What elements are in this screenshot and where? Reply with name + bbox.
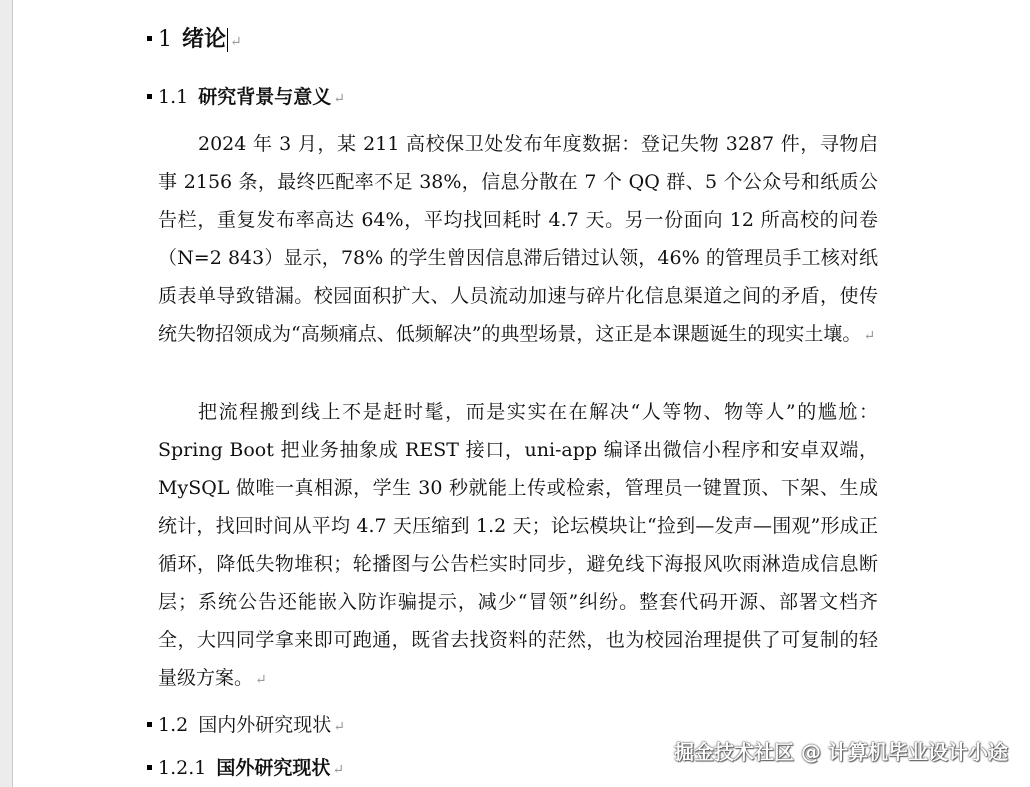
heading-2-background[interactable] [147, 82, 345, 109]
heading-3-foreign-status[interactable] [147, 753, 344, 780]
paragraph-mark-icon: ↵ [333, 91, 345, 107]
paragraph-text: 2024 年 3 月，某 211 高校保卫处发布年度数据：登记失物 3287 件，寻物启事 2156 条，最终匹配率不足 38%，信息分散在 7 个 QQ 群、5 个公众号和纸质公告栏，重复发布率高达 64%，平均找回耗时 4.7 天。另一份面向 12 所高校的问卷（N=2 843）显示，78% 的学生曾因信息滞后错过认领，46% 的管理员手工核对纸质表单导致错漏。校园面积扩大、人员流动加速与碎片化信息渠道之间的矛盾，使传统失物招领成为“高频痛点、低频解决”的典型场景，这正是本课题诞生的现实土壤。 [158, 133, 878, 345]
heading-text: 研究背景与意义 [198, 86, 332, 108]
paragraph-mark-icon: ↵ [863, 328, 876, 344]
page-margin [0, 0, 13, 787]
paragraph-text: 把流程搬到线上不是赶时髦，而是实实在在解决“人等物、物等人”的尴尬：Spring Boot 把业务抽象成 REST 接口，uni-app 编译出微信小程序和安卓双端，MySQL 做唯一真相源，学生 30 秒就能上传或检索，管理员一键置顶、下架、生成统计，找回时间从平均 4.7 天压缩到 1.2 天；论坛模块让“捡到—发声—围观”形成正循环，降低失物堆积；轮播图与公告栏实时同步，避免线下海报风吹雨淋造成信息断层；系统公告还能嵌入防诈骗提示，减少“冒领”纠纷。整套代码开源、部署文档齐全，大四同学拿来即可跑通，既省去找资料的茫然，也为校园治理提供了可复制的轻量级方案。 [158, 401, 878, 689]
list-bullet [147, 722, 152, 727]
watermark: 掘金技术社区 @ 计算机毕业设计小途 [674, 740, 1008, 764]
heading-number: 1.1 [158, 86, 189, 108]
heading-number: 1.2.1 [158, 757, 207, 779]
body-paragraph[interactable] [158, 125, 878, 355]
heading-2-research-status[interactable] [147, 710, 345, 737]
paragraph-mark-icon: ↵ [230, 34, 242, 50]
list-bullet [147, 765, 152, 770]
paragraph-mark-icon: ↵ [332, 762, 345, 778]
heading-number: 1.2 [158, 714, 189, 736]
paragraph-mark-icon: ↵ [255, 672, 267, 688]
list-bullet [147, 36, 152, 41]
heading-text: 国内外研究现状 [198, 714, 332, 736]
text-cursor [227, 28, 228, 52]
list-bullet [147, 94, 152, 99]
heading-number: 1 [158, 27, 172, 52]
heading-text: 绪论 [182, 26, 227, 52]
paragraph-mark-icon: ↵ [333, 719, 345, 735]
heading-1[interactable] [147, 22, 242, 53]
heading-text: 国外研究现状 [216, 757, 331, 779]
body-paragraph[interactable] [158, 393, 878, 699]
